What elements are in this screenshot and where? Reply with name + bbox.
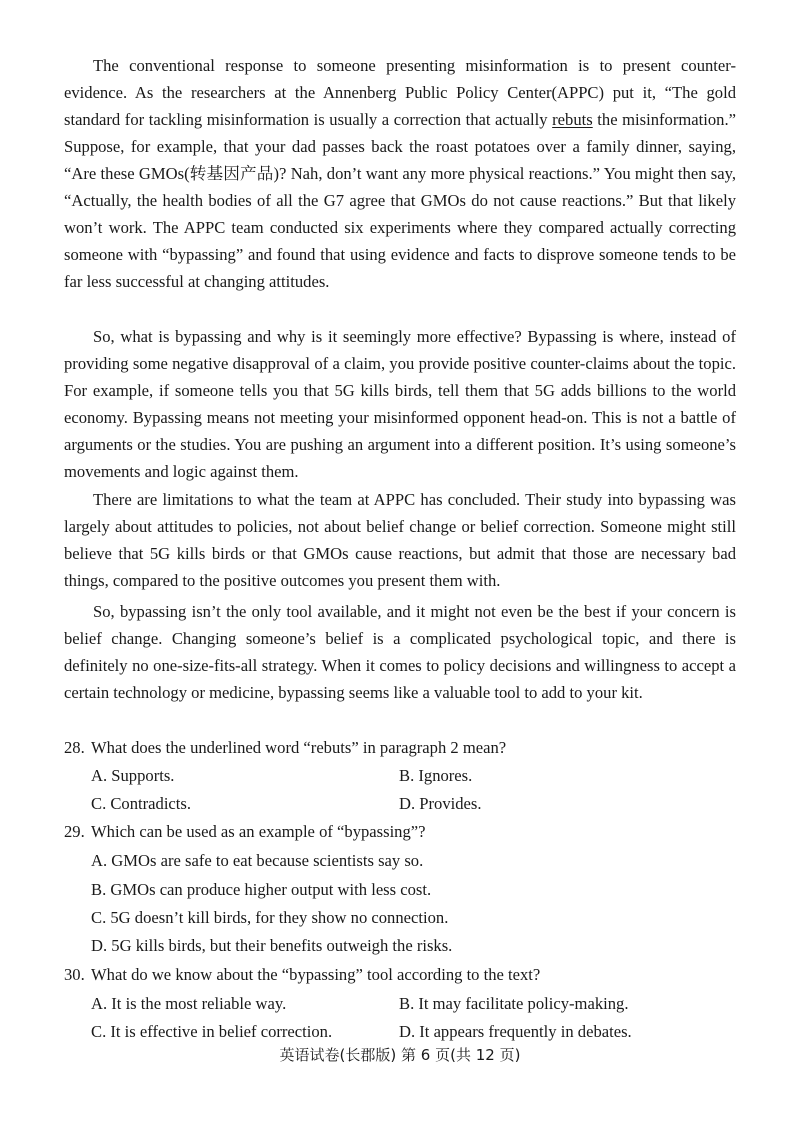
question-stem: Which can be used as an example of “bypassing”? xyxy=(91,822,426,841)
question-stem: What does the underlined word “rebuts” in paragraph 2 mean? xyxy=(91,738,507,757)
question-30 xyxy=(64,961,744,989)
paragraph-text: The conventional response to someone presenting misinformation is to present counter-evidence. As the researchers at the Annenberg Public Policy Center(APPC) put it, “The gold standard for tackling misinformation is usually a correction that actually xyxy=(64,56,736,129)
question-number: 30. xyxy=(64,965,85,984)
question-stem: What do we know about the “bypassing” tool according to the text? xyxy=(91,965,541,984)
passage-paragraph-2 xyxy=(64,52,736,295)
option-30-d[interactable]: D. It appears frequently in debates. xyxy=(399,1022,632,1041)
option-28-b[interactable]: B. Ignores. xyxy=(399,766,473,785)
question-number: 28. xyxy=(64,738,85,757)
question-number: 29. xyxy=(64,822,85,841)
option-29-c[interactable]: C. 5G doesn’t kill birds, for they show no connection. xyxy=(91,908,449,927)
option-30-c[interactable]: C. It is effective in belief correction. xyxy=(91,1022,333,1041)
option-28-d[interactable]: D. Provides. xyxy=(399,794,482,813)
page-footer: 英语试卷(长郡版) 第 6 页(共 12 页) xyxy=(279,1046,521,1064)
paragraph-text: the misinformation.” Suppose, for example, that your dad passes back the roast potatoes over a family dinner, saying, “Are these GMOs(转基因产品)? Nah, don’t want any more physical reactions.” You might then say, “Actually, the health bodies of all the G7 agree that GMOs do not cause reactions.” But that likely won’t work. The APPC team conducted six experiments where they compared actually correcting someone with “bypassing” and found that using evidence and facts to disprove someone tends to be far less successful at changing attitudes. xyxy=(64,110,736,291)
option-28-c[interactable]: C. Contradicts. xyxy=(91,794,192,813)
question-29 xyxy=(64,818,744,846)
option-29-b[interactable]: B. GMOs can produce higher output with less cost. xyxy=(91,880,432,899)
question-28 xyxy=(64,734,744,762)
passage-paragraph-3: So, what is bypassing and why is it seemingly more effective? Bypassing is where, instead of providing some negative disapproval of a claim, you provide positive counter-claims about the topic. For example, if someone tells you that 5G kills birds, tell them that 5G adds billions to the world economy. Bypassing means not meeting your misinformed opponent head-on. This is not a battle of arguments or the studies. You are pushing an argument into a different position. It’s using someone’s movements and logic against them. xyxy=(64,327,736,481)
underlined-word: rebuts xyxy=(552,110,593,129)
option-28-a[interactable]: A. Supports. xyxy=(91,766,175,785)
option-30-a[interactable]: A. It is the most reliable way. xyxy=(91,994,287,1013)
option-29-d[interactable]: D. 5G kills birds, but their benefits outweigh the risks. xyxy=(91,936,453,955)
passage-paragraph-5: So, bypassing isn’t the only tool available, and it might not even be the best if your concern is belief change. Changing someone’s belief is a complicated psychological topic, and there is definitely no one-size-fits-all strategy. When it comes to policy decisions and willingness to accept a certain technology or medicine, bypassing seems like a valuable tool to add to your kit. xyxy=(64,602,736,702)
option-30-b[interactable]: B. It may facilitate policy-making. xyxy=(399,994,629,1013)
passage-paragraph-4: There are limitations to what the team at APPC has concluded. Their study into bypassing was largely about attitudes to policies, not about belief change or belief correction. Someone might still believe that 5G kills birds or that GMOs cause reactions, but admit that those are necessary bad things, compared to the positive outcomes you present them with. xyxy=(64,490,736,590)
option-29-a[interactable]: A. GMOs are safe to eat because scientists say so. xyxy=(91,851,424,870)
